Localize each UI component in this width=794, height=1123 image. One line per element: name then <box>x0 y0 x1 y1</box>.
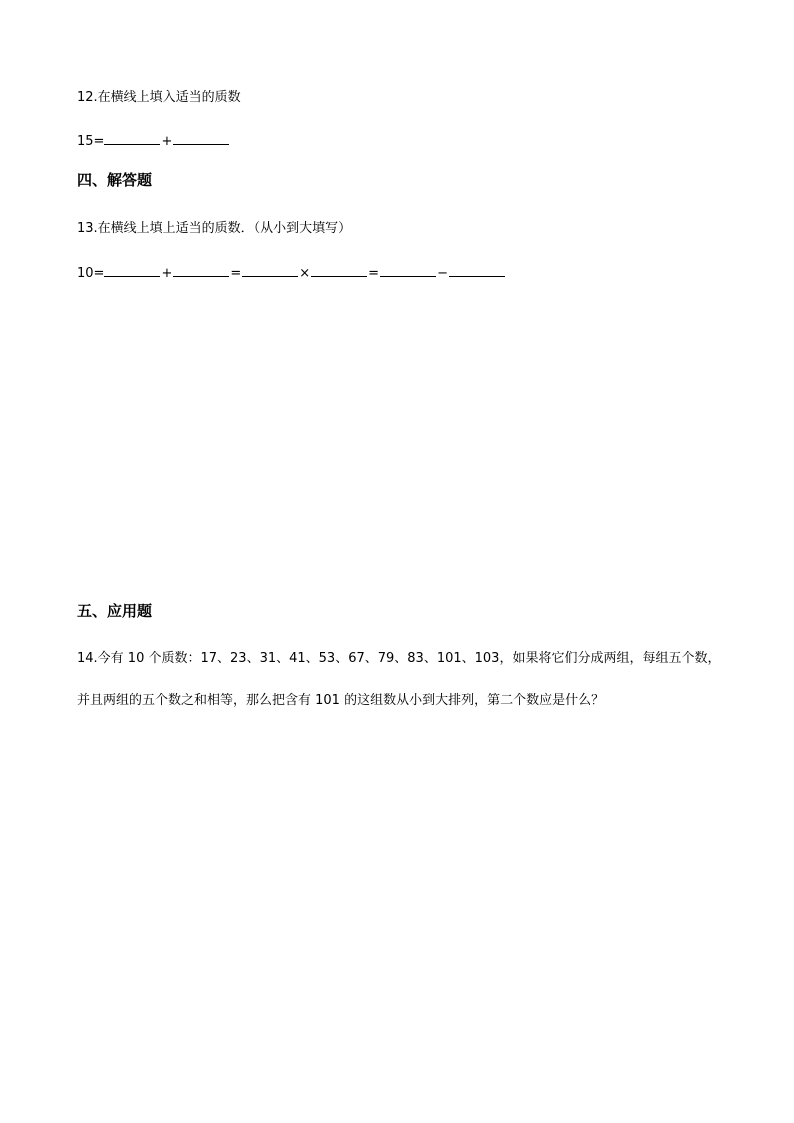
q13-blank-5[interactable] <box>380 263 436 277</box>
q14-text-line-2: 并且两组的五个数之和相等，那么把含有 101 的这组数从小到大排列，第二个数应是什么？ <box>77 693 605 708</box>
q13-plus-sign: + <box>161 266 173 281</box>
section-4-heading: 四、解答题 <box>77 171 153 189</box>
q12-plus-sign: + <box>161 134 173 149</box>
q14-text-line-1: 14.今有 10 个质数：17、23、31、41、53、67、79、83、101、103，如果将它们分成两组，每组五个数， <box>77 651 721 666</box>
q12-blank-2[interactable] <box>173 131 229 145</box>
section-5-heading: 五、应用题 <box>77 602 153 620</box>
q13-minus-sign: − <box>437 266 448 281</box>
q13-blank-3[interactable] <box>242 263 298 277</box>
q12-equation <box>77 131 229 150</box>
q13-blank-6[interactable] <box>449 263 505 277</box>
q12-blank-1[interactable] <box>104 131 160 145</box>
q13-blank-1[interactable] <box>104 263 160 277</box>
q13-equation <box>77 263 505 282</box>
q13-prompt: 13.在横线上填上适当的质数．（从小到大填写） <box>77 221 352 236</box>
q13-equals-sign-2: = <box>368 266 380 281</box>
q13-equals-sign-1: = <box>230 266 242 281</box>
q13-times-sign: × <box>299 266 311 281</box>
q13-blank-2[interactable] <box>173 263 229 277</box>
q12-lhs: 15= <box>77 134 105 149</box>
q13-blank-4[interactable] <box>311 263 367 277</box>
q12-prompt: 12.在横线上填入适当的质数 <box>77 90 241 105</box>
q13-lhs: 10= <box>77 266 105 281</box>
